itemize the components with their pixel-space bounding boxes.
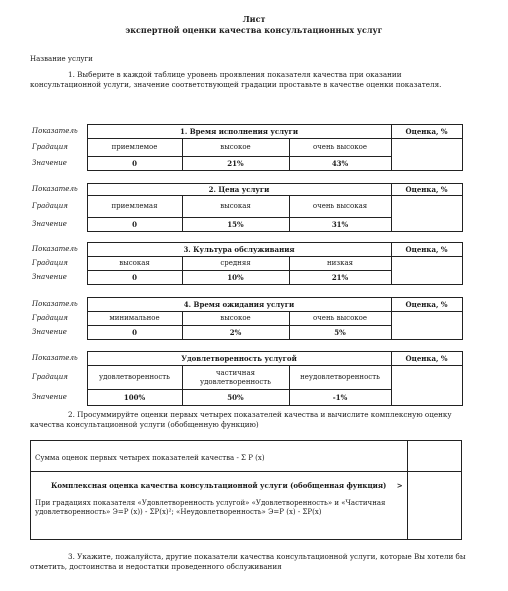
- indicator-label: Показатель: [32, 245, 78, 253]
- value-cell: 0: [87, 271, 182, 285]
- gradation-cell: удовлетворенность: [87, 366, 182, 390]
- value-cell: 0: [87, 218, 182, 232]
- page-title: [0, 14, 508, 36]
- title-line-2: экспертной оценки качества консультационных услуг: [125, 25, 383, 35]
- score-header: Оценка, %: [391, 125, 462, 139]
- criterion-title: Удовлетворенность услугой: [87, 352, 391, 366]
- title-line-1: Лист: [242, 14, 266, 24]
- criterion-table-5: [30, 351, 463, 406]
- gradation-cell: очень высокое: [289, 139, 391, 157]
- value-label: Значение: [32, 393, 67, 401]
- summary-column-divider: [407, 441, 408, 539]
- score-input-cell[interactable]: [391, 366, 462, 406]
- instruction-3: 3. Укажите, пожалуйста, другие показатели качества консультационной услуги, которые Вы хотели бы отметить, достоинства и недостатки проведенного обслуживания: [30, 552, 466, 571]
- value-label: Значение: [32, 220, 67, 228]
- value-cell: 21%: [289, 271, 391, 285]
- gradation-cell: очень высокое: [289, 312, 391, 326]
- value-cell: 0: [87, 326, 182, 340]
- sum-label: Сумма оценок первых четырех показателей качества - Σ P (x): [35, 454, 265, 462]
- criterion-table-4: [30, 297, 463, 340]
- gradation-label: Градация: [32, 314, 68, 322]
- score-input-cell[interactable]: [391, 139, 462, 171]
- indicator-label: Показатель: [32, 354, 78, 362]
- gradation-cell: частичная удовлетворенность: [182, 366, 289, 390]
- gradation-label: Градация: [32, 143, 68, 151]
- indicator-label: Показатель: [32, 127, 78, 135]
- value-cell: 2%: [182, 326, 289, 340]
- gradation-cell: приемлемая: [87, 196, 182, 218]
- value-cell: 5%: [289, 326, 391, 340]
- score-header: Оценка, %: [391, 298, 462, 312]
- score-input-cell[interactable]: [391, 312, 462, 340]
- instruction-2: 2. Просуммируйте оценки первых четырех показателей качества и вычислите комплексную оценку качества консультационной услуги (обобщенную функцию): [30, 410, 452, 429]
- score-header: Оценка, %: [391, 184, 462, 196]
- formula-note: При градациях показателя «Удовлетворенность услугой» «Удовлетворенность» и «Частичная удовлетворенность» Э=Р (x)) - ΣР(x)²; «Неудовлетворенность» Э=Р (x) - ΣР(x): [35, 499, 386, 516]
- gradation-cell: низкая: [289, 257, 391, 271]
- indicator-label: Показатель: [32, 185, 78, 193]
- summary-table: [30, 440, 462, 540]
- value-label: Значение: [32, 328, 67, 336]
- criterion-table-1: [30, 124, 463, 171]
- criterion-title: 4. Время ожидания услуги: [87, 298, 391, 312]
- gradation-label: Градация: [32, 202, 68, 210]
- gradation-cell: высокое: [182, 139, 289, 157]
- value-cell: 50%: [182, 390, 289, 406]
- value-cell: -1%: [289, 390, 391, 406]
- value-label: Значение: [32, 159, 67, 167]
- gradation-cell: неудовлетворенность: [289, 366, 391, 390]
- criterion-title: 1. Время исполнения услуги: [87, 125, 391, 139]
- gradation-cell: минимальное: [87, 312, 182, 326]
- gradation-cell: приемлемое: [87, 139, 182, 157]
- criterion-table-3: [30, 242, 463, 285]
- score-input-cell[interactable]: [391, 257, 462, 285]
- gradation-cell: высокая: [182, 196, 289, 218]
- score-header: Оценка, %: [391, 243, 462, 257]
- gradation-cell: средняя: [182, 257, 289, 271]
- value-cell: 0: [87, 157, 182, 171]
- complex-score-label: [51, 481, 403, 490]
- value-label: Значение: [32, 273, 67, 281]
- criterion-title: 3. Культура обслуживания: [87, 243, 391, 257]
- instruction-1: 1. Выберите в каждой таблице уровень проявления показателя качества при оказании консультационной услуги, значение соответствующей градации проставьте в качестве оценки показателя.: [30, 70, 442, 89]
- criterion-title: 2. Цена услуги: [87, 184, 391, 196]
- value-cell: 100%: [87, 390, 182, 406]
- value-cell: 43%: [289, 157, 391, 171]
- gradation-label: Градация: [32, 259, 68, 267]
- gradation-cell: высокое: [182, 312, 289, 326]
- arrow-icon: >: [396, 481, 403, 490]
- value-cell: 10%: [182, 271, 289, 285]
- service-name-label: Название услуги: [30, 55, 93, 63]
- value-cell: 31%: [289, 218, 391, 232]
- gradation-cell: очень высокая: [289, 196, 391, 218]
- score-input-cell[interactable]: [391, 196, 462, 232]
- gradation-cell: высокая: [87, 257, 182, 271]
- score-header: Оценка, %: [391, 352, 462, 366]
- value-cell: 21%: [182, 157, 289, 171]
- value-cell: 15%: [182, 218, 289, 232]
- complex-score-text: Комплексная оценка качества консультационной услуги (обобщенная функция): [51, 481, 387, 490]
- criterion-table-2: [30, 183, 463, 232]
- gradation-label: Градация: [32, 373, 68, 381]
- indicator-label: Показатель: [32, 300, 78, 308]
